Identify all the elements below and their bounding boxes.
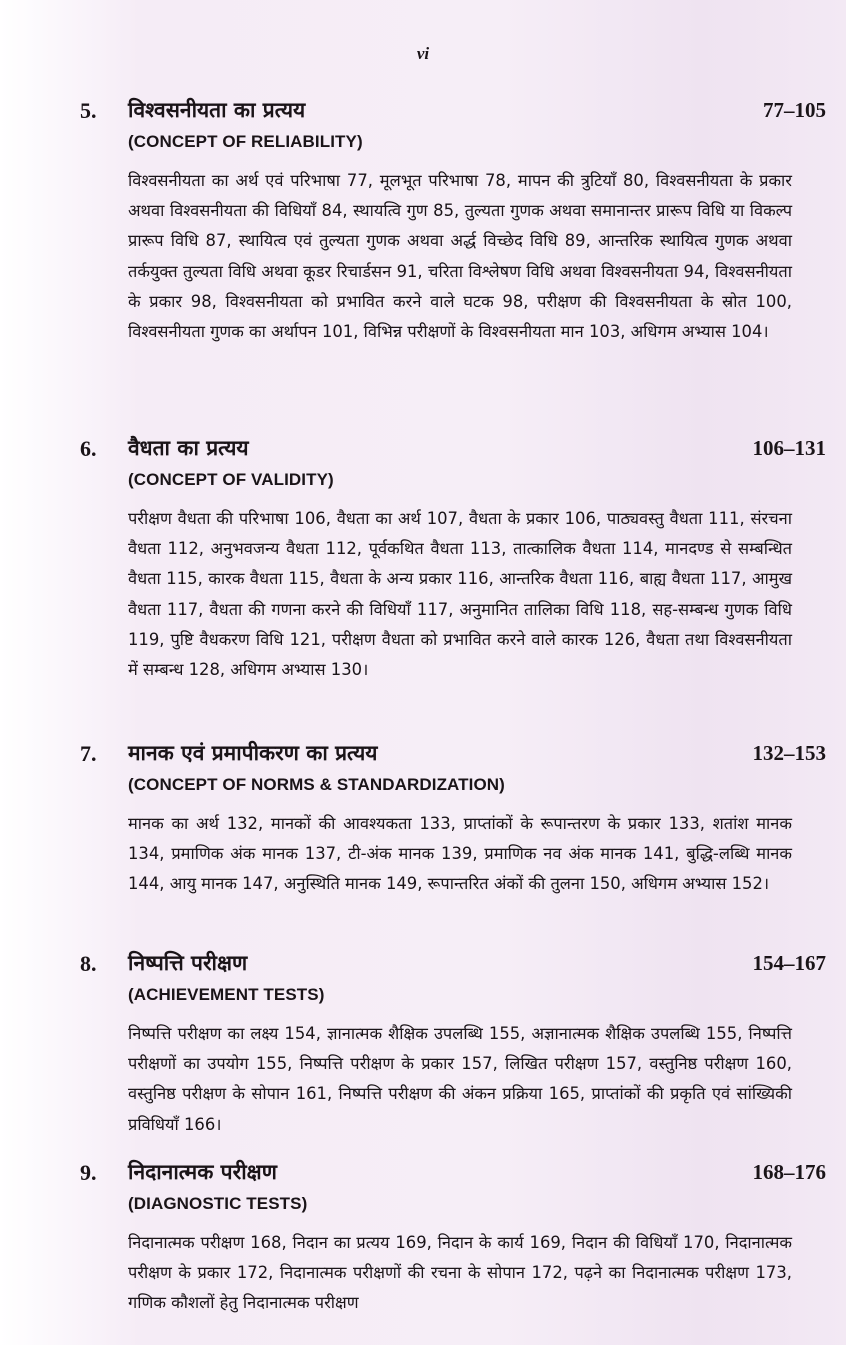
chapter-heading <box>80 741 836 773</box>
chapter-heading <box>80 1160 836 1192</box>
page-number: vi <box>416 44 430 63</box>
chapter-title-english: (CONCEPT OF NORMS & STANDARDIZATION) <box>128 775 505 794</box>
chapter-entry-8 <box>80 951 836 1140</box>
chapter-title-english: (CONCEPT OF RELIABILITY) <box>128 132 363 151</box>
chapter-number: 9. <box>80 1160 97 1185</box>
chapter-contents: निदानात्मक परीक्षण 168, निदान का प्रत्यय 169, निदान के कार्य 169, निदान की विधियाँ 170, निदानात्मक परीक्षण के प्रकार 172, निदानात्मक परीक्षणों की रचना के सोपान 172, पढ़ने का निदानात्मक परीक्षण 173, गणिक कौशलों हेतु निदानात्मक परीक्षण <box>128 1233 792 1313</box>
chapter-page-range: 168–176 <box>752 1160 826 1184</box>
chapter-title-hindi: विश्वसनीयता का प्रत्यय <box>128 98 306 122</box>
chapter-title-english: (ACHIEVEMENT TESTS) <box>128 985 325 1004</box>
chapter-heading <box>80 436 836 468</box>
chapter-entry-5 <box>80 98 836 347</box>
chapter-number: 7. <box>80 741 97 766</box>
chapter-contents: विश्वसनीयता का अर्थ एवं परिभाषा 77, मूलभूत परिभाषा 78, मापन की त्रुटियाँ 80, विश्वसनीयता के प्रकार अथवा विश्वसनीयता की विधियाँ 84, स्थायत्वि गुण 85, तुल्यता गुणक अथवा समानान्तर प्रारूप विधि या विकल्प प्रारूप विधि 87, स्थायित्व एवं तुल्यता गुणक अथवा अर्द्ध विच्छेद विधि 89, आन्तरिक स्थायित्व गुणक अथवा तर्कयुक्त तुल्यता विधि अथवा कूडर रिचार्डसन 91, चरिता विश्लेषण विधि अथवा विश्वसनीयता 94, विश्वसनीयता के प्रकार 98, विश्वसनीयता को प्रभावित करने वाले घटक 98, परीक्षण की विश्वसनीयता के स्रोत 100, विश्वसनीयता गुणक का अर्थापन 101, विभिन्न परीक्षणों के विश्वसनीयता मान 103, अधिगम अभ्यास 104। <box>128 171 792 342</box>
chapter-number: 8. <box>80 951 97 976</box>
chapter-contents: निष्पत्ति परीक्षण का लक्ष्य 154, ज्ञानात्मक शैक्षिक उपलब्धि 155, अज्ञानात्मक शैक्षिक उपलब्धि 155, निष्पत्ति परीक्षणों का उपयोग 155, निष्पत्ति परीक्षण के प्रकार 157, लिखित परीक्षण 157, वस्तुनिष्ठ परीक्षण 160, वस्तुनिष्ठ परीक्षण के सोपान 161, निष्पत्ति परीक्षण की अंकन प्रक्रिया 165, प्राप्तांकों की प्रकृति एवं सांख्यिकी प्रविधियाँ 166। <box>128 1024 792 1134</box>
chapter-contents: परीक्षण वैधता की परिभाषा 106, वैधता का अर्थ 107, वैधता के प्रकार 106, पाठ्यवस्तु वैधता 111, संरचना वैधता 112, अनुभवजन्य वैधता 112, पूर्वकथित वैधता 113, तात्कालिक वैधता 114, मानदण्ड से सम्बन्धित वैधता 115, कारक वैधता 115, वैधता के अन्य प्रकार 116, आन्तरिक वैधता 116, बाह्य वैधता 117, आमुख वैधता 117, वैधता की गणना करने की विधियाँ 117, अनुमानित तालिका विधि 118, सह-सम्बन्ध गुणक विधि 119, पुष्टि वैधकरण विधि 121, परीक्षण वैधता को प्रभावित करने वाले कारक 126, वैधता तथा विश्वसनीयता में सम्बन्ध 128, अधिगम अभ्यास 130। <box>128 509 792 680</box>
chapter-heading <box>80 98 836 130</box>
chapter-title-english: (DIAGNOSTIC TESTS) <box>128 1194 308 1213</box>
chapter-page-range: 154–167 <box>752 951 826 975</box>
chapter-title-english: (CONCEPT OF VALIDITY) <box>128 470 334 489</box>
chapter-heading <box>80 951 836 983</box>
chapter-page-range: 77–105 <box>763 98 826 122</box>
chapter-entry-6 <box>80 436 836 685</box>
chapter-page-range: 132–153 <box>752 741 826 765</box>
chapter-title-hindi: वैधता का प्रत्यय <box>128 436 249 460</box>
chapter-page-range: 106–131 <box>752 436 826 460</box>
chapter-title-hindi: मानक एवं प्रमापीकरण का प्रत्यय <box>128 741 378 765</box>
chapter-title-hindi: निदानात्मक परीक्षण <box>128 1160 277 1184</box>
chapter-number: 6. <box>80 436 97 461</box>
chapter-entry-9 <box>80 1160 836 1319</box>
chapter-contents: मानक का अर्थ 132, मानकों की आवश्यकता 133, प्राप्तांकों के रूपान्तरण के प्रकार 133, शतांश मानक 134, प्रमाणिक अंक मानक 137, टी-अंक मानक 139, प्रमाणिक नव अंक मानक 141, बुद्धि-लब्धि मानक 144, आयु मानक 147, अनुस्थिति मानक 149, रूपान्तरित अंकों की तुलना 150, अधिगम अभ्यास 152। <box>128 814 792 894</box>
chapter-title-hindi: निष्पत्ति परीक्षण <box>128 951 248 975</box>
chapter-entry-7 <box>80 741 836 900</box>
chapter-number: 5. <box>80 98 97 123</box>
